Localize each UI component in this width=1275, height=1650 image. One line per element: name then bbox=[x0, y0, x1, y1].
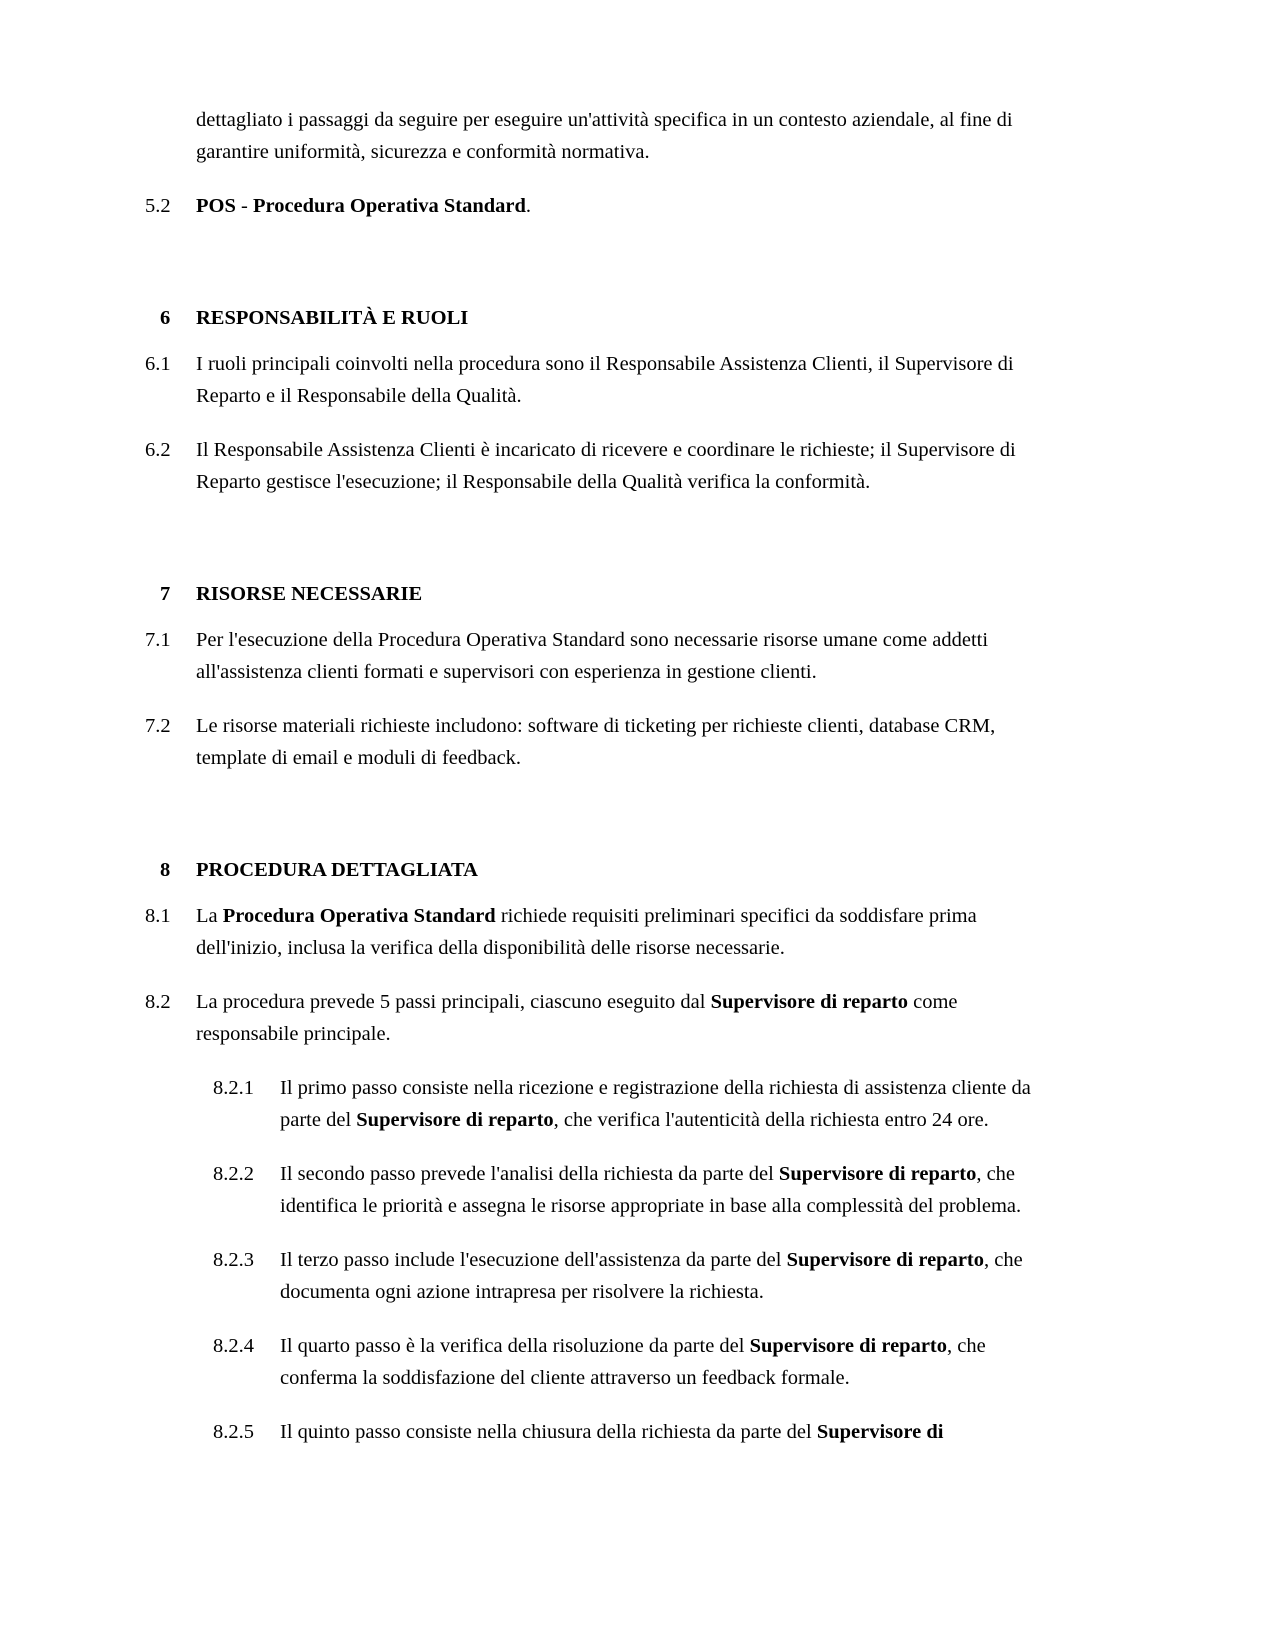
clause-7-2 bbox=[145, 710, 1045, 774]
clause-number: 8.2.1 bbox=[213, 1077, 254, 1099]
clause-text: Il Responsabile Assistenza Clienti è incaricato di ricevere e coordinare le richieste; il Supervisore di Reparto gestisce l'esecuzione; il Responsabile della Qualità verifica la conformità. bbox=[196, 439, 1016, 493]
paragraph-continuation: dettagliato i passaggi da seguire per eseguire un'attività specifica in un contesto aziendale, al fine di garantire uniformità, sicurezza e conformità normativa. bbox=[196, 109, 1013, 163]
section-title: RISORSE NECESSARIE bbox=[196, 583, 423, 605]
clause-lead: Il quarto passo è la verifica della risoluzione da parte del bbox=[280, 1335, 750, 1357]
clause-lead: Il terzo passo include l'esecuzione dell'assistenza da parte del bbox=[280, 1249, 787, 1271]
clause-lead: Il primo passo consiste nella ricezione e registrazione della richiesta di assistenza cliente da parte del bbox=[280, 1077, 1031, 1131]
clause-number: 5.2 bbox=[145, 195, 171, 217]
clause-tail: , che conferma la soddisfazione del cliente attraverso un feedback formale. bbox=[280, 1335, 986, 1389]
clause-number: 6.1 bbox=[145, 353, 171, 375]
section-heading-8 bbox=[145, 796, 1045, 900]
clause-bold-term: Supervisore di reparto bbox=[356, 1109, 554, 1131]
clause-text: I ruoli principali coinvolti nella procedura sono il Responsabile Assistenza Clienti, il Supervisore di Reparto e il Responsabile della Qualità. bbox=[196, 353, 1014, 407]
clause-6-1 bbox=[145, 348, 1045, 412]
clause-8-1 bbox=[145, 900, 1045, 964]
clause-lead: La procedura prevede 5 passi principali, ciascuno eseguito dal bbox=[196, 991, 711, 1013]
clause-tail: , che documenta ogni azione intrapresa per risolvere la richiesta. bbox=[280, 1249, 1023, 1303]
section-title: RESPONSABILITÀ E RUOLI bbox=[196, 307, 469, 329]
clause-tail: , che identifica le priorità e assegna le risorse appropriate in base alla complessità del problema. bbox=[280, 1163, 1022, 1217]
clause-tail: richiede requisiti preliminari specifici da soddisfare prima dell'inizio, inclusa la verifica della disponibilità delle risorse necessarie. bbox=[196, 905, 977, 959]
clause-6-2 bbox=[145, 434, 1045, 498]
clause-text bbox=[280, 1158, 1045, 1222]
clause-8-2-5 bbox=[145, 1416, 1045, 1448]
clause-text bbox=[196, 190, 1045, 222]
section-heading-7 bbox=[145, 520, 1045, 624]
clause-7-1 bbox=[145, 624, 1045, 688]
section-number: 6 bbox=[160, 307, 171, 329]
clause-number: 8.2.5 bbox=[213, 1421, 254, 1443]
clause-tail: , che verifica l'autenticità della richiesta entro 24 ore. bbox=[553, 1109, 989, 1131]
clause-text bbox=[196, 900, 1045, 964]
clause-bold-term: Supervisore di reparto bbox=[778, 1163, 977, 1185]
clause-number: 7.2 bbox=[145, 715, 171, 737]
clause-number: 8.2.2 bbox=[213, 1163, 254, 1185]
clause-lead: Il quinto passo consiste nella chiusura della richiesta da parte del bbox=[280, 1421, 817, 1443]
clause-text bbox=[280, 1416, 1045, 1448]
clause-tail: come responsabile principale. bbox=[196, 991, 958, 1045]
section-title: PROCEDURA DETTAGLIATA bbox=[196, 859, 478, 881]
clause-text bbox=[280, 1330, 1045, 1394]
clause-bold-term: Procedura Operativa Standard bbox=[222, 905, 496, 927]
clause-bold-term: Supervisore di reparto bbox=[786, 1249, 984, 1271]
clause-text bbox=[280, 1072, 1045, 1136]
clause-number: 8.2.3 bbox=[213, 1249, 254, 1271]
section-heading-6 bbox=[145, 244, 1045, 348]
clause-8-2-2 bbox=[145, 1158, 1045, 1222]
sub-clause-list bbox=[145, 1072, 1045, 1448]
clause-bold-term: Supervisore di reparto bbox=[710, 991, 908, 1013]
clause-8-2-3 bbox=[145, 1244, 1045, 1308]
clause-tail: . bbox=[525, 195, 532, 217]
clause-lead: La bbox=[196, 905, 223, 927]
clause-number: 6.2 bbox=[145, 439, 171, 461]
clause-bold-term: Supervisore di reparto bbox=[749, 1335, 948, 1357]
clause-text: Per l'esecuzione della Procedura Operativa Standard sono necessarie risorse umane come addetti all'assistenza clienti formati e supervisori con esperienza in gestione clienti. bbox=[196, 629, 989, 683]
clause-number: 8.2 bbox=[145, 991, 171, 1013]
section-number: 7 bbox=[160, 583, 171, 605]
clause-8-2 bbox=[145, 986, 1045, 1050]
clause-number: 8.2.4 bbox=[213, 1335, 254, 1357]
clause-bold-term-2: Procedura Operativa Standard bbox=[252, 195, 526, 217]
clause-number: 8.1 bbox=[145, 905, 171, 927]
clause-number: 7.1 bbox=[145, 629, 171, 651]
clause-8-2-4 bbox=[145, 1330, 1045, 1394]
clause-8-2-1 bbox=[145, 1072, 1045, 1136]
document-content bbox=[145, 104, 1045, 1470]
clause-lead: Il secondo passo prevede l'analisi della richiesta da parte del bbox=[280, 1163, 779, 1185]
clause-bold-term: Supervisore di bbox=[816, 1421, 944, 1443]
clause-separator: - bbox=[235, 195, 253, 217]
clause-bold-term-1: POS bbox=[196, 195, 236, 217]
clause-5-2 bbox=[145, 190, 1045, 222]
clause-text: Le risorse materiali richieste includono: software di ticketing per richieste clienti, database CRM, template di email e moduli di feedback. bbox=[196, 715, 996, 769]
clause-text bbox=[196, 986, 1045, 1050]
clause-text bbox=[280, 1244, 1045, 1308]
section-number: 8 bbox=[160, 859, 171, 881]
